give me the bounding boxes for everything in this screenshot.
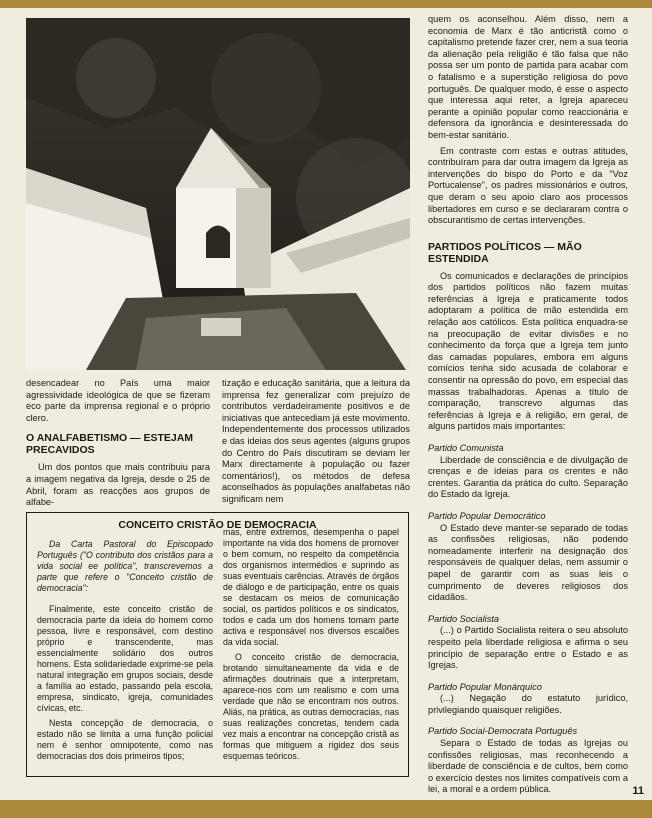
middle-column-paragraph: tização e educação sanitária, que a leitura da imprensa fez generalizar com prejuízo de contributos verdadeiramente positivos e de iniciativas que antecediam já este movimento. Independentemente dos processos utilizados e das ideias dos seus agentes (alguns grupos do Centro do País discutiram se deviam ler Marx directamente à população ou fazer comentários!), os métodos de defesa aconselhados às populações analfabetas não significam nem [222, 378, 410, 504]
party-statement: O Estado deve manter-se separado de todas as confissões religiosas, não podendo nomeadamente interferir na designação dos responsáveis de qualquer delas, nem assumir o papel de garantir com as suas leis o cumprimento de deveres religiosos dos cidadãos. [428, 522, 628, 603]
page-number: 11 [632, 785, 644, 797]
party-name: Partido Social-Democrata Português [428, 726, 578, 737]
right-column-paragraph: quem os aconselhou. Além disso, nem a economia de Marx é tão anticristã como o capitalismo pretende fazer crer, nem a sua teoria da alienação pela religião é tão falsa que não possa ser um ponto de partida para acabar com o fatalismo e a superstição religiosa do povo português. De qualquer modo, é esse o aspecto que interessa aqui reter, a Igreja apareceu perante a opinião popular como reaccionária e defensora da ignorância e desinteressada do bem-estar sanitário. [428, 14, 628, 140]
box-right-column [223, 527, 399, 766]
church-tower-photo [26, 18, 410, 370]
right-column-paragraph: Os comunicados e declarações de princípios dos partidos políticos não fazem muitas referências à Igreja e praticamente todos adoptaram a política de mão estendida em relação aos católicos. Esta política enquadra-se na preocupação de evitar divisões e no conhecimento da força que a Igreja tem junto das camadas populares, embora em alguns comícios tenha sido acusada de colaborar e consentir na opressão do povo, em especial das massas trabalhadoras. Apenas a título de comparação, transcrevo algumas das referências à Igreja e à religião, em geral, de alguns partidos mais importantes: [428, 270, 628, 432]
middle-column [222, 378, 410, 510]
party-statement: Liberdade de consciência e de divulgação de crenças e de ideias para os crentes e não crentes. Garantia da prática do culto. Separação do Estado da Igreja. [428, 454, 628, 500]
bottom-border-band [0, 800, 652, 818]
top-border-band [0, 0, 652, 8]
box-title: CONCEITO CRISTÃO DE DEMOCRACIA [118, 519, 317, 531]
conceito-cristao-box [26, 512, 409, 777]
section-heading-analfabetismo: O ANALFABETISMO — ESTEJAM PRECAVIDOS [26, 432, 194, 457]
box-intro: Da Carta Pastoral do Episcopado Português ("O contributo dos cristãos para a vida social ee política", transcrevemos a parte que refere o "Conceito cristão de democracia": [37, 539, 213, 593]
party-name: Partido Popular Democrático [428, 510, 546, 521]
box-paragraph: Finalmente, este conceito cristão de democracia parte da ideia do homem como pessoa, livre e responsável, com destino próprio e transcendente, mas essencialmente solidário dos outros homens. Esta solidariedade exprime-se pela natural integração em grupos sociais, desde a família ao estado, passando pela escola, empresa, sindicato, igreja, comunidades cívicas, etc. [37, 604, 213, 713]
party-name: Partido Popular Monárquico [428, 681, 542, 692]
party-name: Partido Comunista [428, 443, 504, 453]
right-column [428, 14, 628, 800]
party-statement: (...) Negação do estatuto jurídico, privilegiando quaisquer religiões. [428, 693, 628, 715]
box-paragraph: mas, entre extremos, desempenha o papel importante na vida dos homens de promover o bem comum, no respeito da competência dos organismos intermédios e suprindo as suas eventuais carências. Através de órgãos de diálogo e de participação, entre os quais se destacam os meios de comunicação social, os partidos políticos e os sindicatos, todos e cada um dos homens tomam parte activa e responsável nos diversos escalões da vida social. [223, 527, 399, 647]
section-heading-partidos: PARTIDOS POLÍTICOS — MÃO ESTENDIDA [428, 240, 582, 265]
party-statement: Separa o Estado de todas as Igrejas ou confissões religiosas, mas reconhecendo a liberdade de consciência e de cultos, bem como o exercício destes nos limites compatíveis com a lei, a moral e a ordem pública. [428, 738, 628, 795]
party-statement: (...) o Partido Socialista reitera o seu absoluto respeito pela liberdade religiosa e afirma o seu princípio de separação entre o Estado e as Igrejas. [428, 625, 628, 671]
box-paragraph: O conceito cristão de democracia, brotando simultaneamente da vida e de afirmações doutrinais que a interpretam, aparece-nos com um realismo e com uma verdade que não se encontram nos outros. Aliás, na prática, as outras democracias, nas suas realizações concretas, tendem cada vez mais a encontrar na concepção cristã as formas que mitiguem a rigidez dos seus esquemas teóricos. [223, 652, 399, 761]
box-paragraph: Nesta concepção de democracia, o estado não se limita a uma função policial nem é senhor omnipotente, como nas democracias dos dois primeiros tipos; [37, 718, 213, 761]
right-column-paragraph: Em contraste com estas e outras atitudes, contribuíram para dar outra imagem da Igreja as intervenções do bispo do Porto e da "Voz Portucalense", os padres missionários e outros, que deram o seu apoio claro aos processos libertadores em curso e se declararam contra o obscurantismo de certas intervenções. [428, 145, 628, 226]
left-column-paragraph: desencadear no País uma maior agressividade ideológica de que se fizeram eco parte da imprensa regional e o próprio clero. [26, 378, 210, 423]
left-column [26, 378, 210, 513]
left-column-paragraph: Um dos pontos que mais contribuiu para a imagem negativa da Igreja, desde o 25 de Abril, foram as reacções aos grupos de alfabe- [26, 462, 210, 508]
box-left-column [37, 539, 213, 766]
party-name: Partido Socialista [428, 613, 499, 624]
photo-illustration [26, 18, 410, 370]
